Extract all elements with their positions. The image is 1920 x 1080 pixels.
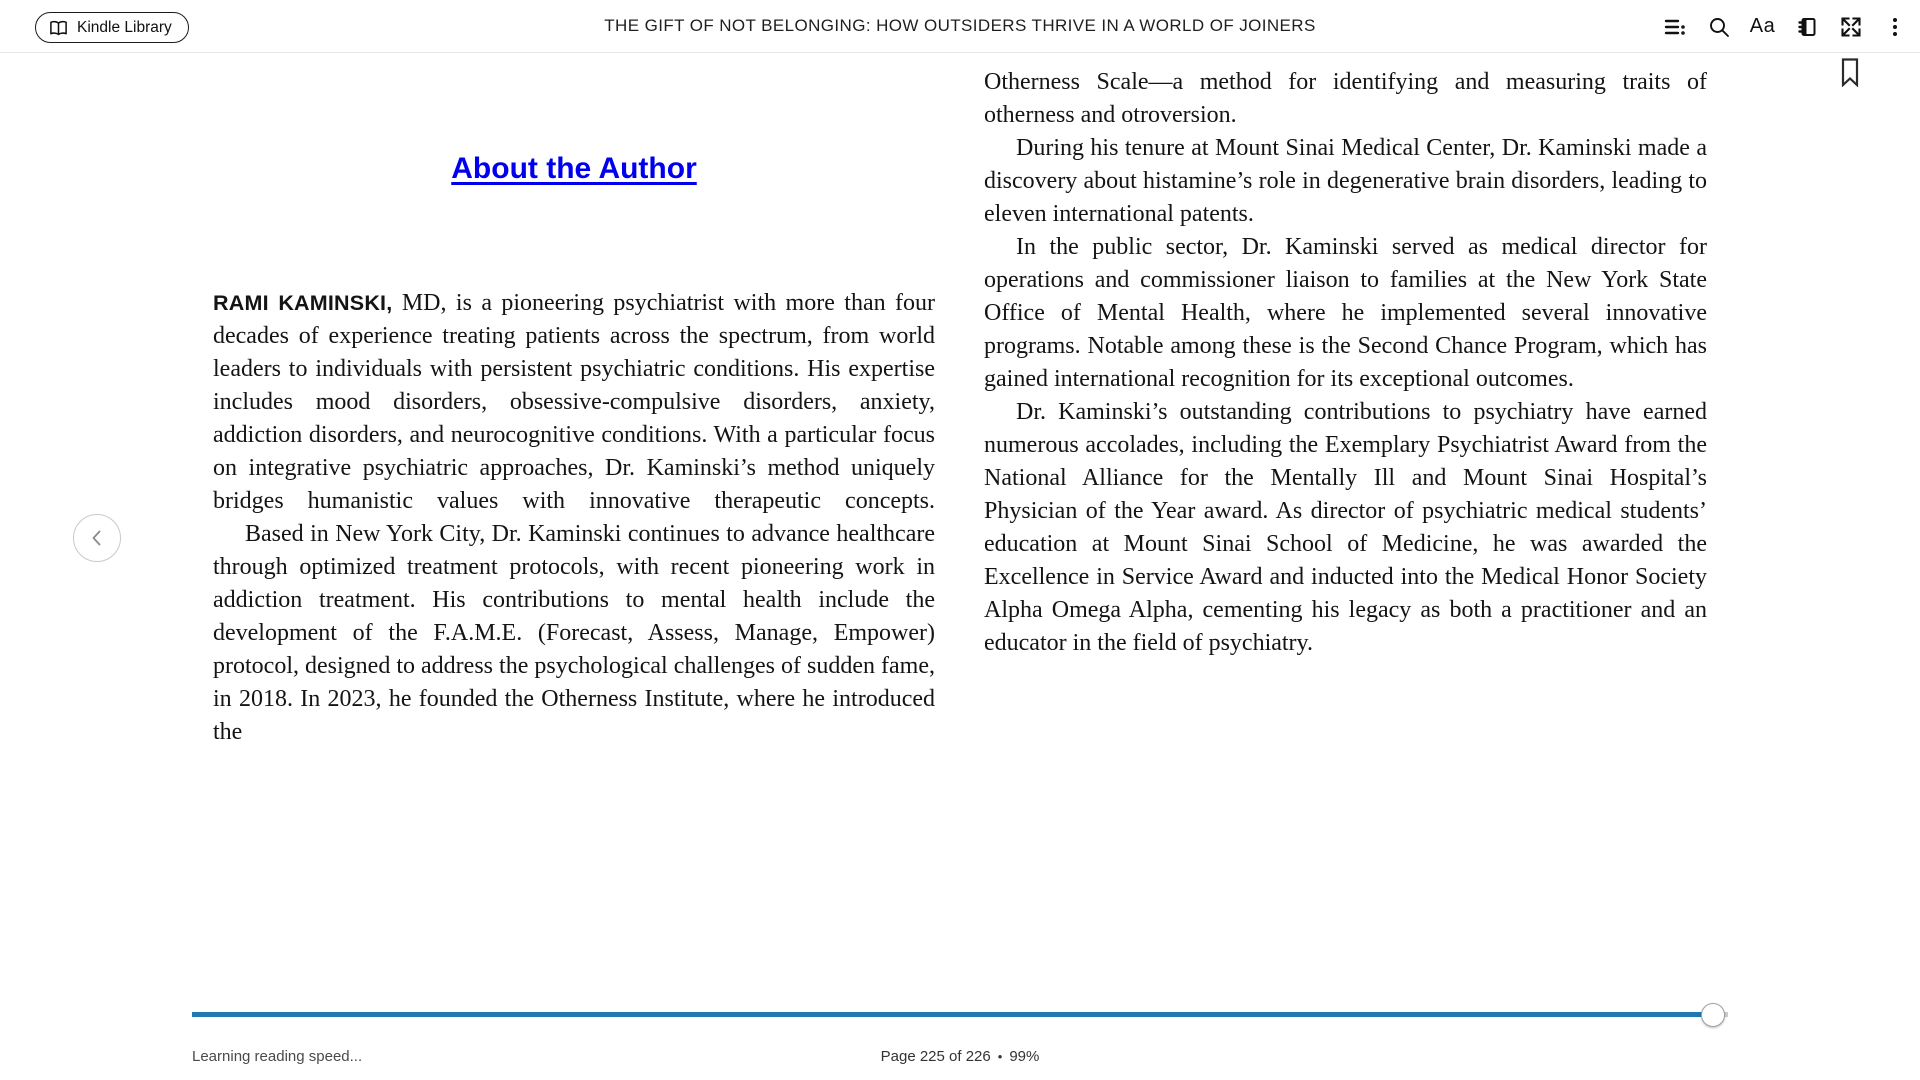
page-column-left: [213, 287, 935, 749]
kindle-library-label: Kindle Library: [77, 18, 172, 36]
page-column-right: [984, 66, 1707, 660]
previous-page-button[interactable]: [73, 514, 121, 562]
progress-knob[interactable]: [1701, 1003, 1725, 1027]
chapter-link[interactable]: About the Author: [451, 152, 697, 185]
fullscreen-icon[interactable]: [1838, 14, 1863, 39]
paragraph: Otherness Scale—a method for identifying and measuring traits of otherness and otroversion.: [984, 69, 1707, 128]
chapter-heading: [213, 152, 935, 186]
book-title: THE GIFT OF NOT BELONGING: HOW OUTSIDERS THRIVE IN A WORLD OF JOINERS: [604, 16, 1316, 35]
page-position-indicator: [0, 1048, 1920, 1065]
toc-notes-icon[interactable]: [1662, 14, 1687, 39]
search-icon[interactable]: [1706, 14, 1731, 39]
page-layout-icon[interactable]: [1794, 14, 1819, 39]
toolbar-icon-group: [1662, 0, 1907, 53]
paragraph: During his tenure at Mount Sinai Medical Center, Dr. Kaminski made a discovery about histamine’s role in degenerative brain disorders, leading to eleven international patents.: [984, 135, 1707, 227]
progress-fill: [192, 1012, 1713, 1017]
bookmark-icon[interactable]: [1841, 58, 1859, 87]
percent-label: 99%: [1009, 1048, 1040, 1065]
top-toolbar: [0, 0, 1920, 53]
paragraph: RAMI KAMINSKI, MD, is a pioneering psychiatrist with more than four decades of experience treating patients across the spectrum, from world leaders to individuals with persistent psychiatric conditions. His expertise includes mood disorders, obsessive-compulsive disorders, anxiety, addiction disorders, and neurocognitive conditions. With a particular focus on integrative psychiatric approaches, Dr. Kaminski’s method uniquely bridges humanistic values with innovative therapeutic concepts.: [213, 290, 935, 514]
page-number-label: Page 225 of 226: [880, 1048, 991, 1065]
paragraph: Dr. Kaminski’s outstanding contributions to psychiatry have earned numerous accolades, including the Exemplary Psychiatrist Award from the National Alliance for the Mentally Ill and Mount Sinai Hospital’s Physician of the Year award. As director of psychiatric medical students’ education at Mount Sinai School of Medicine, he was awarded the Excellence in Service Award and inducted into the Medical Honor Society Alpha Omega Alpha, cementing his legacy as both a practitioner and an educator in the field of psychiatry.: [984, 399, 1707, 656]
paragraph: In the public sector, Dr. Kaminski served as medical director for operations and commissioner liaison to families at the New York State Office of Mental Health, where he implemented several innovative programs. Notable among these is the Second Chance Program, which has gained international recognition for its exceptional outcomes.: [984, 234, 1707, 392]
reading-speed-status: Learning reading speed...: [192, 1048, 363, 1065]
bullet-separator: •: [997, 1049, 1003, 1064]
paragraph: Based in New York City, Dr. Kaminski continues to advance healthcare through optimized treatment protocols, with recent pioneering work in addiction treatment. His contributions to mental health include the development of the F.A.M.E. (Forecast, Assess, Manage, Empower) protocol, designed to address the psychological challenges of sudden fame, in 2018. In 2023, he founded the Otherness Institute, where he introduced the: [213, 521, 935, 745]
text-settings-icon[interactable]: Aa: [1749, 15, 1776, 37]
author-name-lead: RAMI KAMINSKI,: [213, 291, 393, 315]
progress-bar-track[interactable]: [192, 1012, 1728, 1017]
overflow-menu-icon[interactable]: [1882, 14, 1907, 39]
chevron-left-icon: [87, 528, 107, 548]
